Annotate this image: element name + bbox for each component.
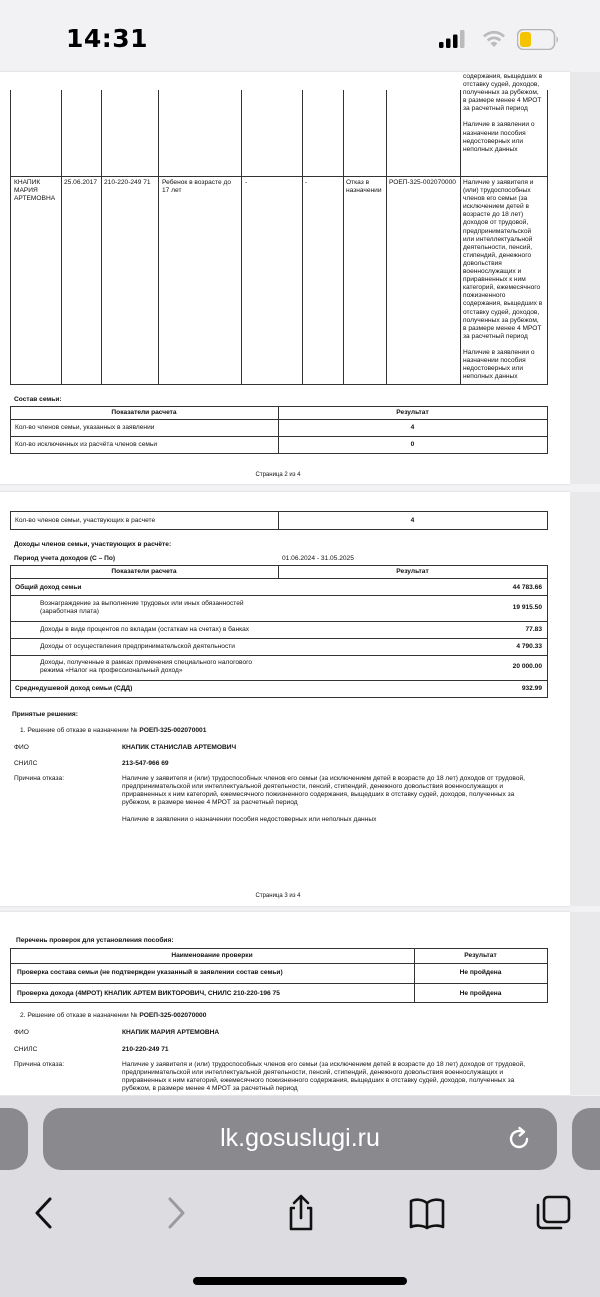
url-text: lk.gosuslugi.ru xyxy=(220,1124,380,1152)
decision-2-title: 2. Решение об отказе в назначении № РОЕП-325-002070000 xyxy=(20,1012,207,1019)
family-header-left: Показатели расчета xyxy=(111,409,177,416)
family-section-title: Состав семьи: xyxy=(14,396,62,403)
total-income-value: 44 783.66 xyxy=(512,584,542,591)
row-dash-2: - xyxy=(305,179,308,186)
decision-1-fio-label: ФИО xyxy=(14,744,29,751)
check-row-result: Не пройдена xyxy=(459,990,502,997)
forward-icon[interactable] xyxy=(156,1194,194,1232)
decision-2-fio-label: ФИО xyxy=(14,1029,29,1036)
next-tab-peek[interactable] xyxy=(572,1108,600,1170)
period-value: 01.06.2024 - 31.05.2025 xyxy=(282,555,354,562)
decision-1-reason-2: Наличие в заявлении о назначении пособия недостоверных или неполных данных xyxy=(122,816,377,823)
decision-1-title: 1. Решение об отказе в назначении № РОЕП-325-002070001 xyxy=(20,727,207,734)
check-row-label: Проверка состава семьи (не подтвержден указанный в заявлении состав семьи) xyxy=(17,969,283,976)
participants-count-value: 4 xyxy=(410,517,415,524)
family-row-label: Кол-во исключенных из расчёта членов семьи xyxy=(15,441,158,448)
home-indicator xyxy=(193,1277,407,1285)
row-category: Ребенок в возрасте до 17 лет xyxy=(162,179,232,195)
previous-tab-peek[interactable] xyxy=(0,1108,28,1170)
status-time: 14:31 xyxy=(66,24,149,53)
row-reason: Наличие у заявителя и (или) трудоспособных членов его семьи (за исключением детей в возрасте до 18 лет) доходов от трудовой, предпринимательской или интеллектуальной деятельности, пенсий, стипендий, денежного довольствия военнослужащих и приравненных к ним категорий, ежемесячного пожизненного содержания, выщедших в отставку судей, доходов, полученных за рубежом, в размере менее 4 МРОТ за расчетный период Наличие в заявлении о назначении пособия недостоверных или неполных данных xyxy=(463,179,543,381)
back-icon[interactable] xyxy=(26,1194,64,1232)
row-dash-1: - xyxy=(245,179,248,186)
row-snils: 210-220-249 71 xyxy=(104,179,151,186)
page-footer: Страница 2 из 4 xyxy=(255,472,301,478)
period-label: Период учета доходов (С – По) xyxy=(14,555,116,562)
cellular-signal-icon xyxy=(439,30,465,48)
participants-count-label: Кол-во членов семьи, участвующих в расчете xyxy=(15,517,156,524)
check-row-label: Проверка дохода (4МРОТ) КНАПИК АРТЕМ ВИКТОРОВИЧ, СНИЛС 210-220-196 75 xyxy=(17,990,280,997)
decision-1-reason-label: Причина отказа: xyxy=(14,775,65,782)
family-row-value: 4 xyxy=(410,424,415,431)
decision-1-snils-label: СНИЛС xyxy=(14,760,38,767)
income-item-value: 4 790.33 xyxy=(516,643,542,650)
avg-income-label: Среднедушевой доход семьи (СДД) xyxy=(15,685,133,692)
total-income-label: Общий доход семьи xyxy=(15,584,82,591)
checks-header-left: Наименование проверки xyxy=(171,952,253,959)
family-row-value: 0 xyxy=(410,441,415,448)
status-bar xyxy=(0,0,600,78)
row-birthdate: 25.06.2017 xyxy=(64,179,98,186)
browser-toolbar xyxy=(0,1096,600,1297)
income-item-value: 19 915.50 xyxy=(512,604,542,611)
income-item-label: Доходы в виде процентов по вкладам (остаткам на счетах) в банках xyxy=(40,626,250,633)
income-item-label: Доходы, полученные в рамках применения специального налогового режима «Налог на профессиональный доход» xyxy=(40,659,253,675)
share-icon[interactable] xyxy=(282,1194,320,1232)
checks-title: Перечень проверок для установления пособия: xyxy=(16,937,174,944)
income-header-right: Результат xyxy=(396,568,429,575)
document-page-2 xyxy=(0,72,570,484)
document-page-4 xyxy=(0,912,570,1095)
row-decision: Отказ в назначении xyxy=(346,179,382,195)
decision-2-reason-label: Причина отказа: xyxy=(14,1061,65,1068)
family-row-label: Кол-во членов семьи, указанных в заявлении xyxy=(15,424,155,431)
document-page-3 xyxy=(0,492,570,906)
checks-header-right: Результат xyxy=(464,952,497,959)
income-section-title: Доходы членов семьи, участвующих в расчёте: xyxy=(14,541,172,548)
check-row-result: Не пройдена xyxy=(459,969,502,976)
decision-1-snils: 213-547-966 69 xyxy=(122,760,169,767)
decision-2-fio: КНАПИК МАРИЯ АРТЕМОВНА xyxy=(122,1029,220,1036)
income-item-label: Доходы от осуществления предпринимательской деятельности xyxy=(40,643,235,650)
decision-2-snils-label: СНИЛС xyxy=(14,1046,38,1053)
tabs-icon[interactable] xyxy=(534,1194,572,1232)
decision-1-fio: КНАПИК СТАНИСЛАВ АРТЕМОВИЧ xyxy=(122,744,237,751)
wifi-icon xyxy=(481,28,507,48)
bookmarks-icon[interactable] xyxy=(408,1194,446,1232)
page-gutter xyxy=(570,72,600,484)
page-gutter xyxy=(570,492,600,906)
row-fio: КНАПИК МАРИЯ АРТЕМОВНА xyxy=(14,179,56,203)
row-decision-number: РОЕП-325-002070000 xyxy=(389,179,456,186)
income-item-label: Вознаграждение за выполнение трудовых или иных обязанностей (заработная плата) xyxy=(40,600,244,616)
avg-income-value: 932.99 xyxy=(521,685,542,692)
decisions-title: Принятые решения: xyxy=(12,711,78,718)
decision-1-reason: Наличие у заявителя и (или) трудоспособных членов его семьи (за исключением детей в возрасте до 18 лет) доходов от трудовой, предпринимательской или интеллектуальной деятельности, пенсий, стипендий, денежного довольствия военнослужащих и приравненных к ним категорий, ежемесячного пожизненного содержания, выщедших в отставку судей, доходов, полученных за рубежом, в размере менее 4 МРОТ за расчетный период xyxy=(122,775,526,807)
address-bar[interactable] xyxy=(43,1108,557,1170)
page-footer: Страница 3 из 4 xyxy=(255,893,301,899)
reload-icon[interactable] xyxy=(505,1125,533,1153)
income-item-value: 20 000.00 xyxy=(512,663,542,670)
decision-2-reason: Наличие у заявителя и (или) трудоспособных членов его семьи (за исключением детей в возрасте до 18 лет) доходов от трудовой, предпринимательской или интеллектуальной деятельности, пенсий, стипендий, денежного довольствия военнослужащих и приравненных к ним категорий, ежемесячного пожизненного содержания, выщедших в отставку судей, доходов, полученных за рубежом, в размере менее 4 МРОТ за расчетный период xyxy=(122,1061,526,1093)
family-header-right: Результат xyxy=(396,409,429,416)
page-gutter xyxy=(570,912,600,1095)
decision-2-snils: 210-220-249 71 xyxy=(122,1046,169,1053)
income-item-value: 77.83 xyxy=(525,626,542,633)
income-header-left: Показатели расчета xyxy=(111,568,177,575)
battery-icon xyxy=(517,29,560,50)
upper-reason-text: содержания, выщедших в отставку судей, доходов, полученных за рубежом, в размере менее 4 МРОТ за расчетный период Наличие в заявлении о назначении пособия недостоверных или неполных данных xyxy=(463,73,543,153)
